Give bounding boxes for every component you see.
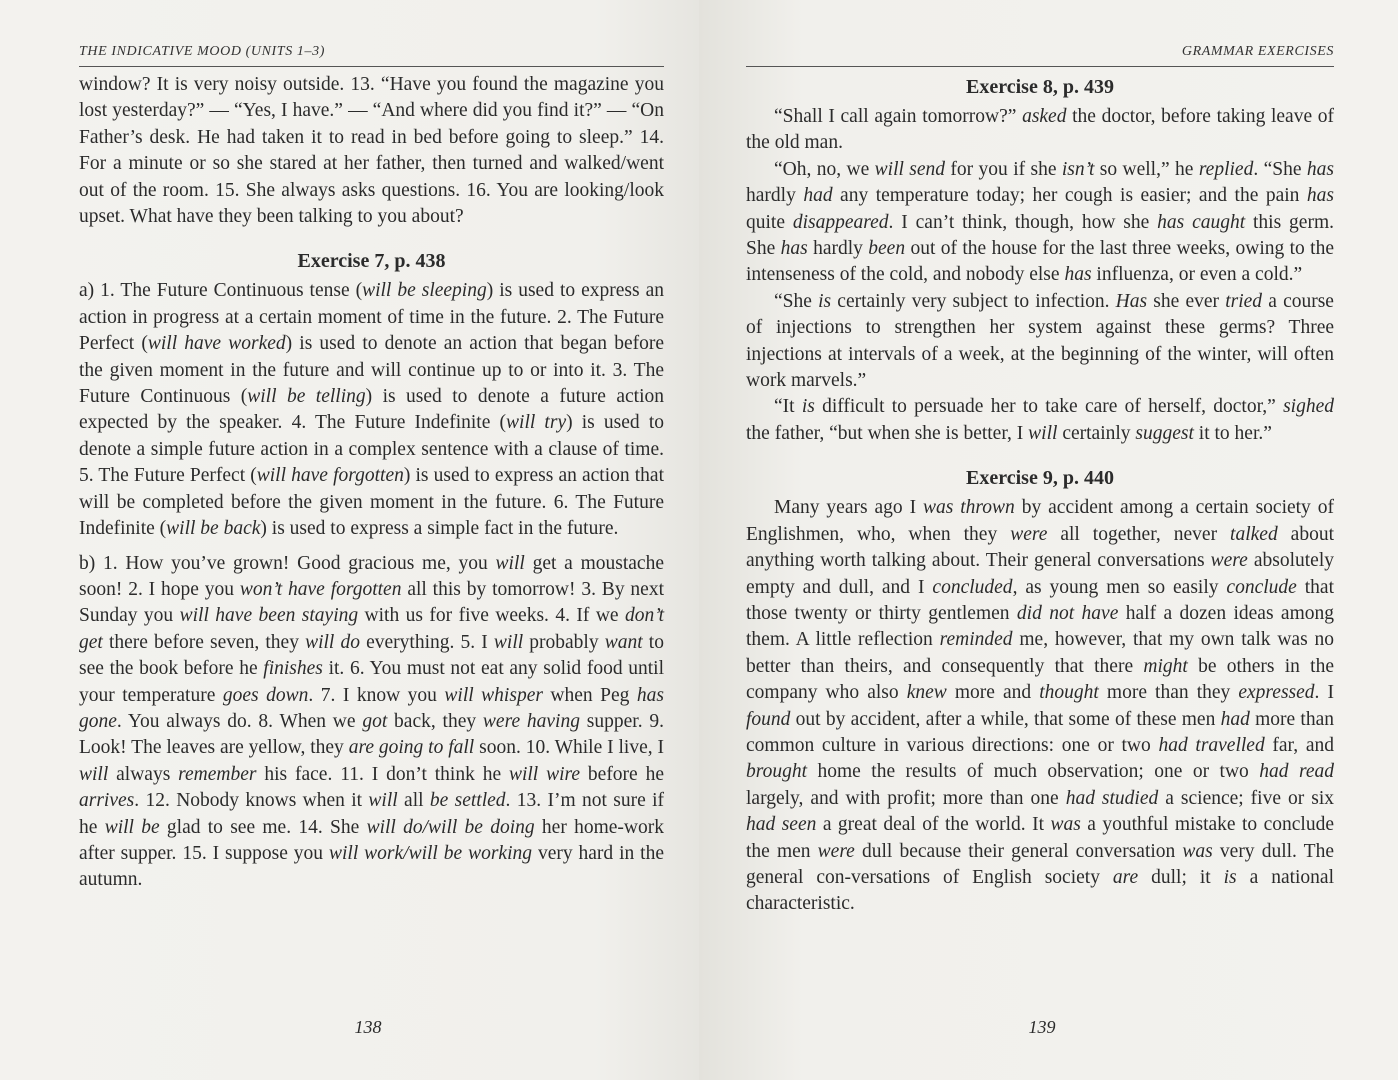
text-run: difficult to persuade her to take care of herself, doctor,” xyxy=(814,396,1284,418)
text-run: certainly very subject to infection. xyxy=(831,290,1116,312)
right-page-text xyxy=(746,72,1334,918)
text-run: a national characteristic. xyxy=(746,866,1335,915)
italic-verb-form: were xyxy=(817,840,855,862)
text-run: Many years ago I xyxy=(774,497,923,519)
text-run: . I can’t think, though, how she xyxy=(888,211,1158,233)
text-run: ) is used to express a simple fact in the future. xyxy=(260,518,619,540)
italic-verb-form: brought xyxy=(746,761,808,783)
text-run: so well,” he xyxy=(1094,158,1199,180)
text-run: be others in the company who also xyxy=(746,655,1334,704)
text-run: by accident among a certain society of Englishmen, who, when they xyxy=(746,497,1334,545)
italic-verb-form: will try xyxy=(506,412,567,434)
text-run: a science; five or six xyxy=(1158,787,1334,809)
italic-verb-form: be settled xyxy=(429,790,506,812)
exercise8-paragraph-3 xyxy=(746,289,1334,395)
italic-verb-form: tried xyxy=(1225,290,1263,312)
text-run: more than they xyxy=(1098,682,1239,704)
italic-verb-form: has xyxy=(780,238,808,260)
text-run: a) 1. The Future Continuous tense ( xyxy=(79,280,363,302)
italic-verb-form: had read xyxy=(1259,761,1334,783)
italic-verb-form: had studied xyxy=(1065,787,1159,809)
italic-verb-form: isn’t xyxy=(1061,158,1095,180)
italic-verb-form: will wire xyxy=(508,763,581,785)
text-run: back, they xyxy=(387,710,483,732)
italic-verb-form: were xyxy=(1210,550,1248,572)
text-run: largely, and with profit; more than one xyxy=(746,787,1066,809)
text-run: hardly xyxy=(746,185,804,207)
italic-verb-form: Has xyxy=(1115,290,1148,312)
text-run: ) is used to express an action that will be completed before the given moment in the future. 6. The Future Indefinite ( xyxy=(79,465,665,540)
text-run: it to her.” xyxy=(1193,422,1272,444)
text-run: there before seven, they xyxy=(102,631,306,653)
text-run: always xyxy=(108,763,179,785)
italic-verb-form: is xyxy=(1223,866,1237,888)
text-run: . 13. I’m not sure if he xyxy=(79,790,664,838)
text-run: she ever xyxy=(1147,290,1226,312)
text-run: get a moustache soon! 2. I hope you xyxy=(79,552,664,600)
exercise8-paragraph-2 xyxy=(746,157,1334,289)
italic-verb-form: has gone xyxy=(79,684,665,732)
text-run: the father, “but when she is better, I xyxy=(746,422,1029,444)
text-run: very dull. The general con-versations of English society xyxy=(746,840,1334,888)
italic-verb-form: will have forgotten xyxy=(256,465,404,487)
italic-verb-form: disappeared xyxy=(792,211,889,233)
italic-verb-form: don’t get xyxy=(79,605,664,653)
italic-verb-form: suggest xyxy=(1135,422,1194,444)
italic-verb-form: goes down xyxy=(222,684,309,706)
text-run: when Peg xyxy=(542,684,637,706)
text-run: hardly xyxy=(807,238,869,260)
exercise7-part-a xyxy=(79,278,664,542)
text-run: certainly xyxy=(1057,422,1136,444)
exercise8-paragraph-1 xyxy=(746,104,1334,157)
text-run: “Oh, no, we xyxy=(774,158,875,180)
text-run: dull; it xyxy=(1138,866,1224,888)
italic-verb-form: will be telling xyxy=(247,386,366,408)
exercise9-paragraph xyxy=(746,495,1334,918)
text-run: ) is used to denote a simple future action in a complex sentence with a clause of time. 5. The Future Perfect ( xyxy=(79,412,664,487)
running-head-right: GRAMMAR EXERCISES xyxy=(1181,44,1334,59)
italic-verb-form: are xyxy=(1112,866,1139,888)
italic-verb-form: sighed xyxy=(1283,396,1334,418)
italic-verb-form: replied xyxy=(1198,158,1254,180)
text-run: home the results of much observation; one or two xyxy=(807,761,1260,783)
text-run: it. 6. You must not eat any solid food until your temperature xyxy=(79,658,664,706)
italic-verb-form: was xyxy=(1182,840,1213,862)
text-run: influenza, or even a cold.” xyxy=(1091,264,1303,286)
italic-verb-form: expressed xyxy=(1238,682,1315,704)
text-run: . 12. Nobody knows when it xyxy=(134,790,369,812)
italic-verb-form: will do/will be doing xyxy=(366,816,535,838)
italic-verb-form: won’t have forgotten xyxy=(239,578,402,600)
text-run: more than common culture in various directions: one or two xyxy=(746,708,1334,756)
exercise6-continuation: window? It is very noisy outside. 13. “Have you found the magazine you lost yesterday?” — “Yes, I have.” — “And where did you find it?” — “On Father’s desk. He had taken it to read in bed before going to sleep.” 14. For a minute or so she stared at her father, then turned and walked/went out of the room. 15. She always asks questions. 16. You are looking/look upset. What have they been talking to you about? xyxy=(79,74,664,228)
text-run: more and xyxy=(946,682,1040,704)
text-run: quite xyxy=(746,211,793,233)
running-head-left: THE INDICATIVE MOOD (UNITS 1–3) xyxy=(79,44,325,59)
italic-verb-form: asked xyxy=(1022,106,1067,127)
italic-verb-form: remember xyxy=(178,763,257,785)
italic-verb-form: finishes xyxy=(263,658,323,680)
text-run: far, and xyxy=(1264,734,1334,756)
italic-verb-form: will be xyxy=(104,816,160,838)
text-run: very hard in the autumn. xyxy=(79,842,664,891)
italic-verb-form: did not have xyxy=(1016,602,1119,624)
exercise9-heading: Exercise 9, p. 440 xyxy=(966,467,1114,490)
text-run: any temperature today; her cough is easier; and the pain xyxy=(832,185,1307,207)
text-run: glad to see me. 14. She xyxy=(159,816,367,838)
text-run: that those twenty or thirty gentlemen xyxy=(746,576,1334,624)
italic-verb-form: will xyxy=(493,631,524,653)
text-run: a great deal of the world. It xyxy=(816,814,1051,836)
text-run: . 7. I know you xyxy=(308,684,445,706)
text-run: probably xyxy=(523,631,605,653)
italic-verb-form: will xyxy=(368,790,398,812)
italic-verb-form: will have worked xyxy=(147,333,286,355)
text-run: with us for five weeks. 4. If we xyxy=(358,605,625,627)
italic-verb-form: will work/will be working xyxy=(328,842,533,864)
text-run: out of the house for the last three weeks, owing to the intenseness of the cold, and nobody else xyxy=(746,238,1334,286)
text-run: the doctor, before taking leave of the old man. xyxy=(746,106,1334,154)
exercise8-paragraph-4 xyxy=(746,394,1334,447)
text-run: me, however, that my own talk was no better than theirs, and consequently that there xyxy=(746,629,1334,677)
text-run: absolutely empty and dull, and I xyxy=(746,550,1334,598)
text-run: . “She xyxy=(1253,158,1307,180)
italic-verb-form: got xyxy=(362,710,388,732)
italic-verb-form: were having xyxy=(482,710,580,732)
italic-verb-form: are going to fall xyxy=(348,737,475,759)
italic-verb-form: has xyxy=(1064,264,1092,286)
text-run: a youthful mistake to conclude the men xyxy=(746,814,1334,862)
text-run: dull because their general conversation xyxy=(854,840,1183,862)
italic-verb-form: had xyxy=(803,185,833,207)
text-run: all together, never xyxy=(1047,523,1231,545)
page-number-left: 138 xyxy=(354,1017,382,1037)
header-rule-right xyxy=(746,66,1334,67)
italic-verb-form: arrives xyxy=(79,790,135,812)
italic-verb-form: will xyxy=(1028,422,1058,444)
italic-verb-form: had travelled xyxy=(1158,734,1265,756)
italic-verb-form: talked xyxy=(1230,523,1278,545)
page-number-right: 139 xyxy=(1028,1017,1056,1037)
text-run: everything. 5. I xyxy=(359,631,494,653)
text-run: ) is used to express an action in progress at a certain moment of time in the future. 2. The Future Perfect ( xyxy=(79,280,664,355)
italic-verb-form: thought xyxy=(1039,682,1099,704)
text-run: . You always do. 8. When we xyxy=(116,710,363,732)
italic-verb-form: want xyxy=(604,631,643,653)
italic-verb-form: conclude xyxy=(1226,576,1297,598)
text-run: her home-work after supper. 15. I suppose you xyxy=(79,816,665,864)
italic-verb-form: will xyxy=(79,763,109,785)
text-run: ) is used to denote a future action expected by the speaker. 4. The Future Indefinite ( xyxy=(79,386,664,434)
text-run: “She xyxy=(774,290,819,312)
italic-verb-form: was thrown xyxy=(922,497,1015,519)
text-run: . I xyxy=(1314,682,1334,704)
italic-verb-form: reminded xyxy=(939,629,1013,651)
text-run: to see the book before he xyxy=(79,631,664,680)
italic-verb-form: has xyxy=(1306,185,1334,207)
italic-verb-form: will do xyxy=(305,631,360,653)
right-page xyxy=(699,0,1398,1080)
italic-verb-form: were xyxy=(1010,523,1048,545)
text-run: ) is used to denote an action that began before the given moment in the future and will continue up to or into it. 3. The Future Continuous ( xyxy=(79,333,664,408)
italic-verb-form: has caught xyxy=(1157,211,1246,233)
exercise8-heading: Exercise 8, p. 439 xyxy=(966,76,1114,98)
text-run: this germ. She xyxy=(746,211,1334,260)
text-run: all this by tomorrow! 3. By next Sunday you xyxy=(79,578,664,627)
italic-verb-form: might xyxy=(1143,655,1188,677)
italic-verb-form: will be sleeping xyxy=(362,280,487,302)
text-run: his face. 11. I don’t think he xyxy=(256,763,509,785)
italic-verb-form: will whisper xyxy=(444,684,543,706)
italic-verb-form: knew xyxy=(906,682,947,704)
text-run: b) 1. How you’ve grown! Good gracious me, you xyxy=(79,552,496,574)
italic-verb-form: will send xyxy=(874,158,946,180)
italic-verb-form: found xyxy=(746,708,791,730)
text-run: half a dozen ideas among them. A little reflection xyxy=(746,602,1334,651)
text-run: out by accident, after a while, that some of these men xyxy=(790,708,1221,730)
text-run: “Shall I call again tomorrow?” xyxy=(774,106,1023,127)
text-run: a course of injections to strengthen her system against these germs? Three injections at intervals of a week, at the beginning of the winter, will often work marvels.” xyxy=(746,290,1334,392)
header-rule-left xyxy=(79,66,664,67)
exercise7-heading: Exercise 7, p. 438 xyxy=(297,250,446,273)
left-page-text xyxy=(79,72,664,894)
italic-verb-form: was xyxy=(1050,814,1081,836)
italic-verb-form: had xyxy=(1220,708,1250,730)
text-run: soon. 10. While I live, I xyxy=(474,737,664,759)
italic-verb-form: is xyxy=(818,290,832,312)
text-run: supper. 9. Look! The leaves are yellow, they xyxy=(79,710,664,759)
text-run: “It xyxy=(774,396,802,418)
italic-verb-form: is xyxy=(801,396,815,418)
text-run: before he xyxy=(580,763,664,785)
exercise7-part-b xyxy=(79,551,664,894)
italic-verb-form: had seen xyxy=(746,814,817,836)
italic-verb-form: has xyxy=(1306,158,1334,180)
italic-verb-form: will xyxy=(495,552,525,574)
italic-verb-form: will have been staying xyxy=(179,605,359,627)
text-run: , as young men so easily xyxy=(1012,576,1227,598)
italic-verb-form: will be back xyxy=(166,518,261,540)
text-run: for you if she xyxy=(945,158,1062,180)
text-run: all xyxy=(397,790,430,812)
italic-verb-form: concluded xyxy=(932,576,1013,598)
text-run: about anything worth talking about. Their general conversations xyxy=(746,523,1334,572)
italic-verb-form: been xyxy=(868,238,906,260)
